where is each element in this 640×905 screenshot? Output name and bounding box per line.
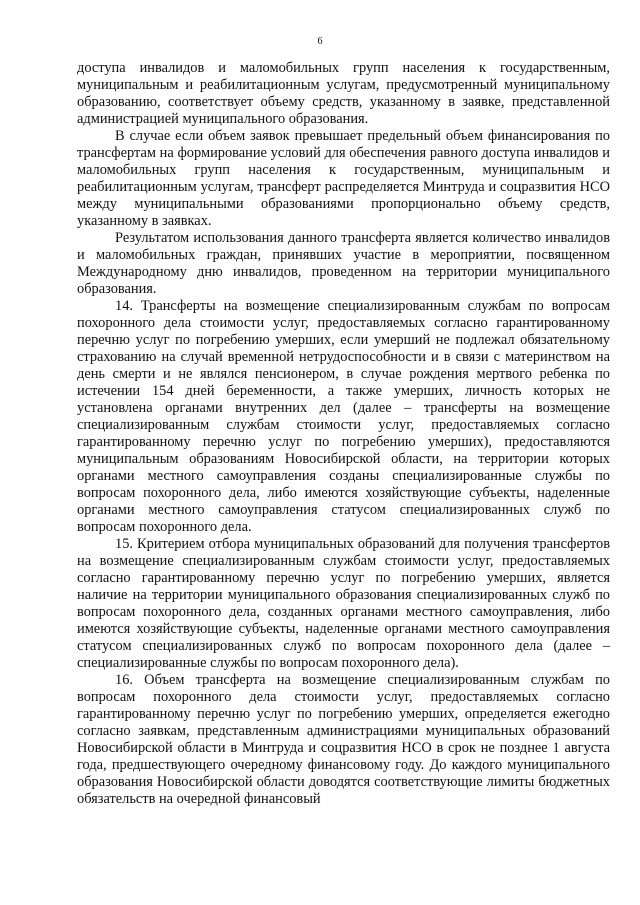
paragraph-excess-demand: В случае если объем заявок превышает предельный объем финансирования по трансфертам на формирование условий для обеспечения равного доступа инвалидов и маломобильных групп населения к государственным, муниципальным и реабилитационным услугам, трансферт распределяется Минтруда и соцразвития НСО между муниципальными образованиями пропорционально объему средств, указанному в заявках. — [77, 128, 610, 229]
paragraph-section-14: 14. Трансферты на возмещение специализированным службам по вопросам похоронного дела стоимости услуг, предоставляемых согласно гарантированному перечню услуг по погребению умерших, если умерший не подлежал обязательному страхованию на случай временной нетрудоспособности и в связи с материнством на день смерти и не являлся пенсионером, в случае рождения мертвого ребенка по истечении 154 дней беременности, а также умерших, личность которых не установлена органами внутренних дел (далее – трансферты на возмещение специализированным службам стоимости услуг, предоставляемых согласно гарантированному перечню услуг по погребению умерших), предоставляются муниципальным образованиям Новосибирской области, на территории которых органами местного самоуправления созданы специализированные службы по вопросам похоронного дела, либо имеются хозяйствующие субъекты, наделенные органами местного самоуправления статусом специализированных служб по вопросам похоронного дела. — [77, 298, 610, 535]
page-number: 6 — [317, 36, 323, 47]
paragraph-section-15: 15. Критерием отбора муниципальных образований для получения трансфертов на возмещение специализированным службам стоимости услуг, предоставляемых согласно гарантированному перечню услуг по погребению умерших, является наличие на территории муниципального образования специализированных служб по вопросам похоронного дела, созданных органами местного самоуправления, либо имеются хозяйствующие субъекты, наделенные органами местного самоуправления статусом специализированных служб по вопросам похоронного дела (далее – специализированные службы по вопросам похоронного дела). — [77, 536, 610, 671]
paragraph-continuation: доступа инвалидов и маломобильных групп населения к государственным, муниципальным и реабилитационным услугам, предусмотренный муниципальному образованию, соответствует объему средств, указанному в заявке, представленной администрацией муниципального образования. — [77, 60, 610, 127]
paragraph-section-16: 16. Объем трансферта на возмещение специализированным службам по вопросам похоронного дела стоимости услуг, предоставляемых согласно гарантированному перечню услуг по погребению умерших, определяется ежегодно согласно заявкам, представленным администрациями муниципальных образований Новосибирской области в Минтруда и соцразвития НСО в срок не позднее 1 августа года, предшествующего очередному финансовому году. До каждого муниципального образования Новосибирской области доводятся соответствующие лимиты бюджетных обязательств на очередной финансовый — [77, 672, 610, 807]
paragraph-transfer-result: Результатом использования данного трансферта является количество инвалидов и маломобильных граждан, принявших участие в мероприятии, посвященном Международному дню инвалидов, проведенном на территории муниципального образования. — [77, 230, 610, 297]
document-body — [77, 60, 610, 808]
